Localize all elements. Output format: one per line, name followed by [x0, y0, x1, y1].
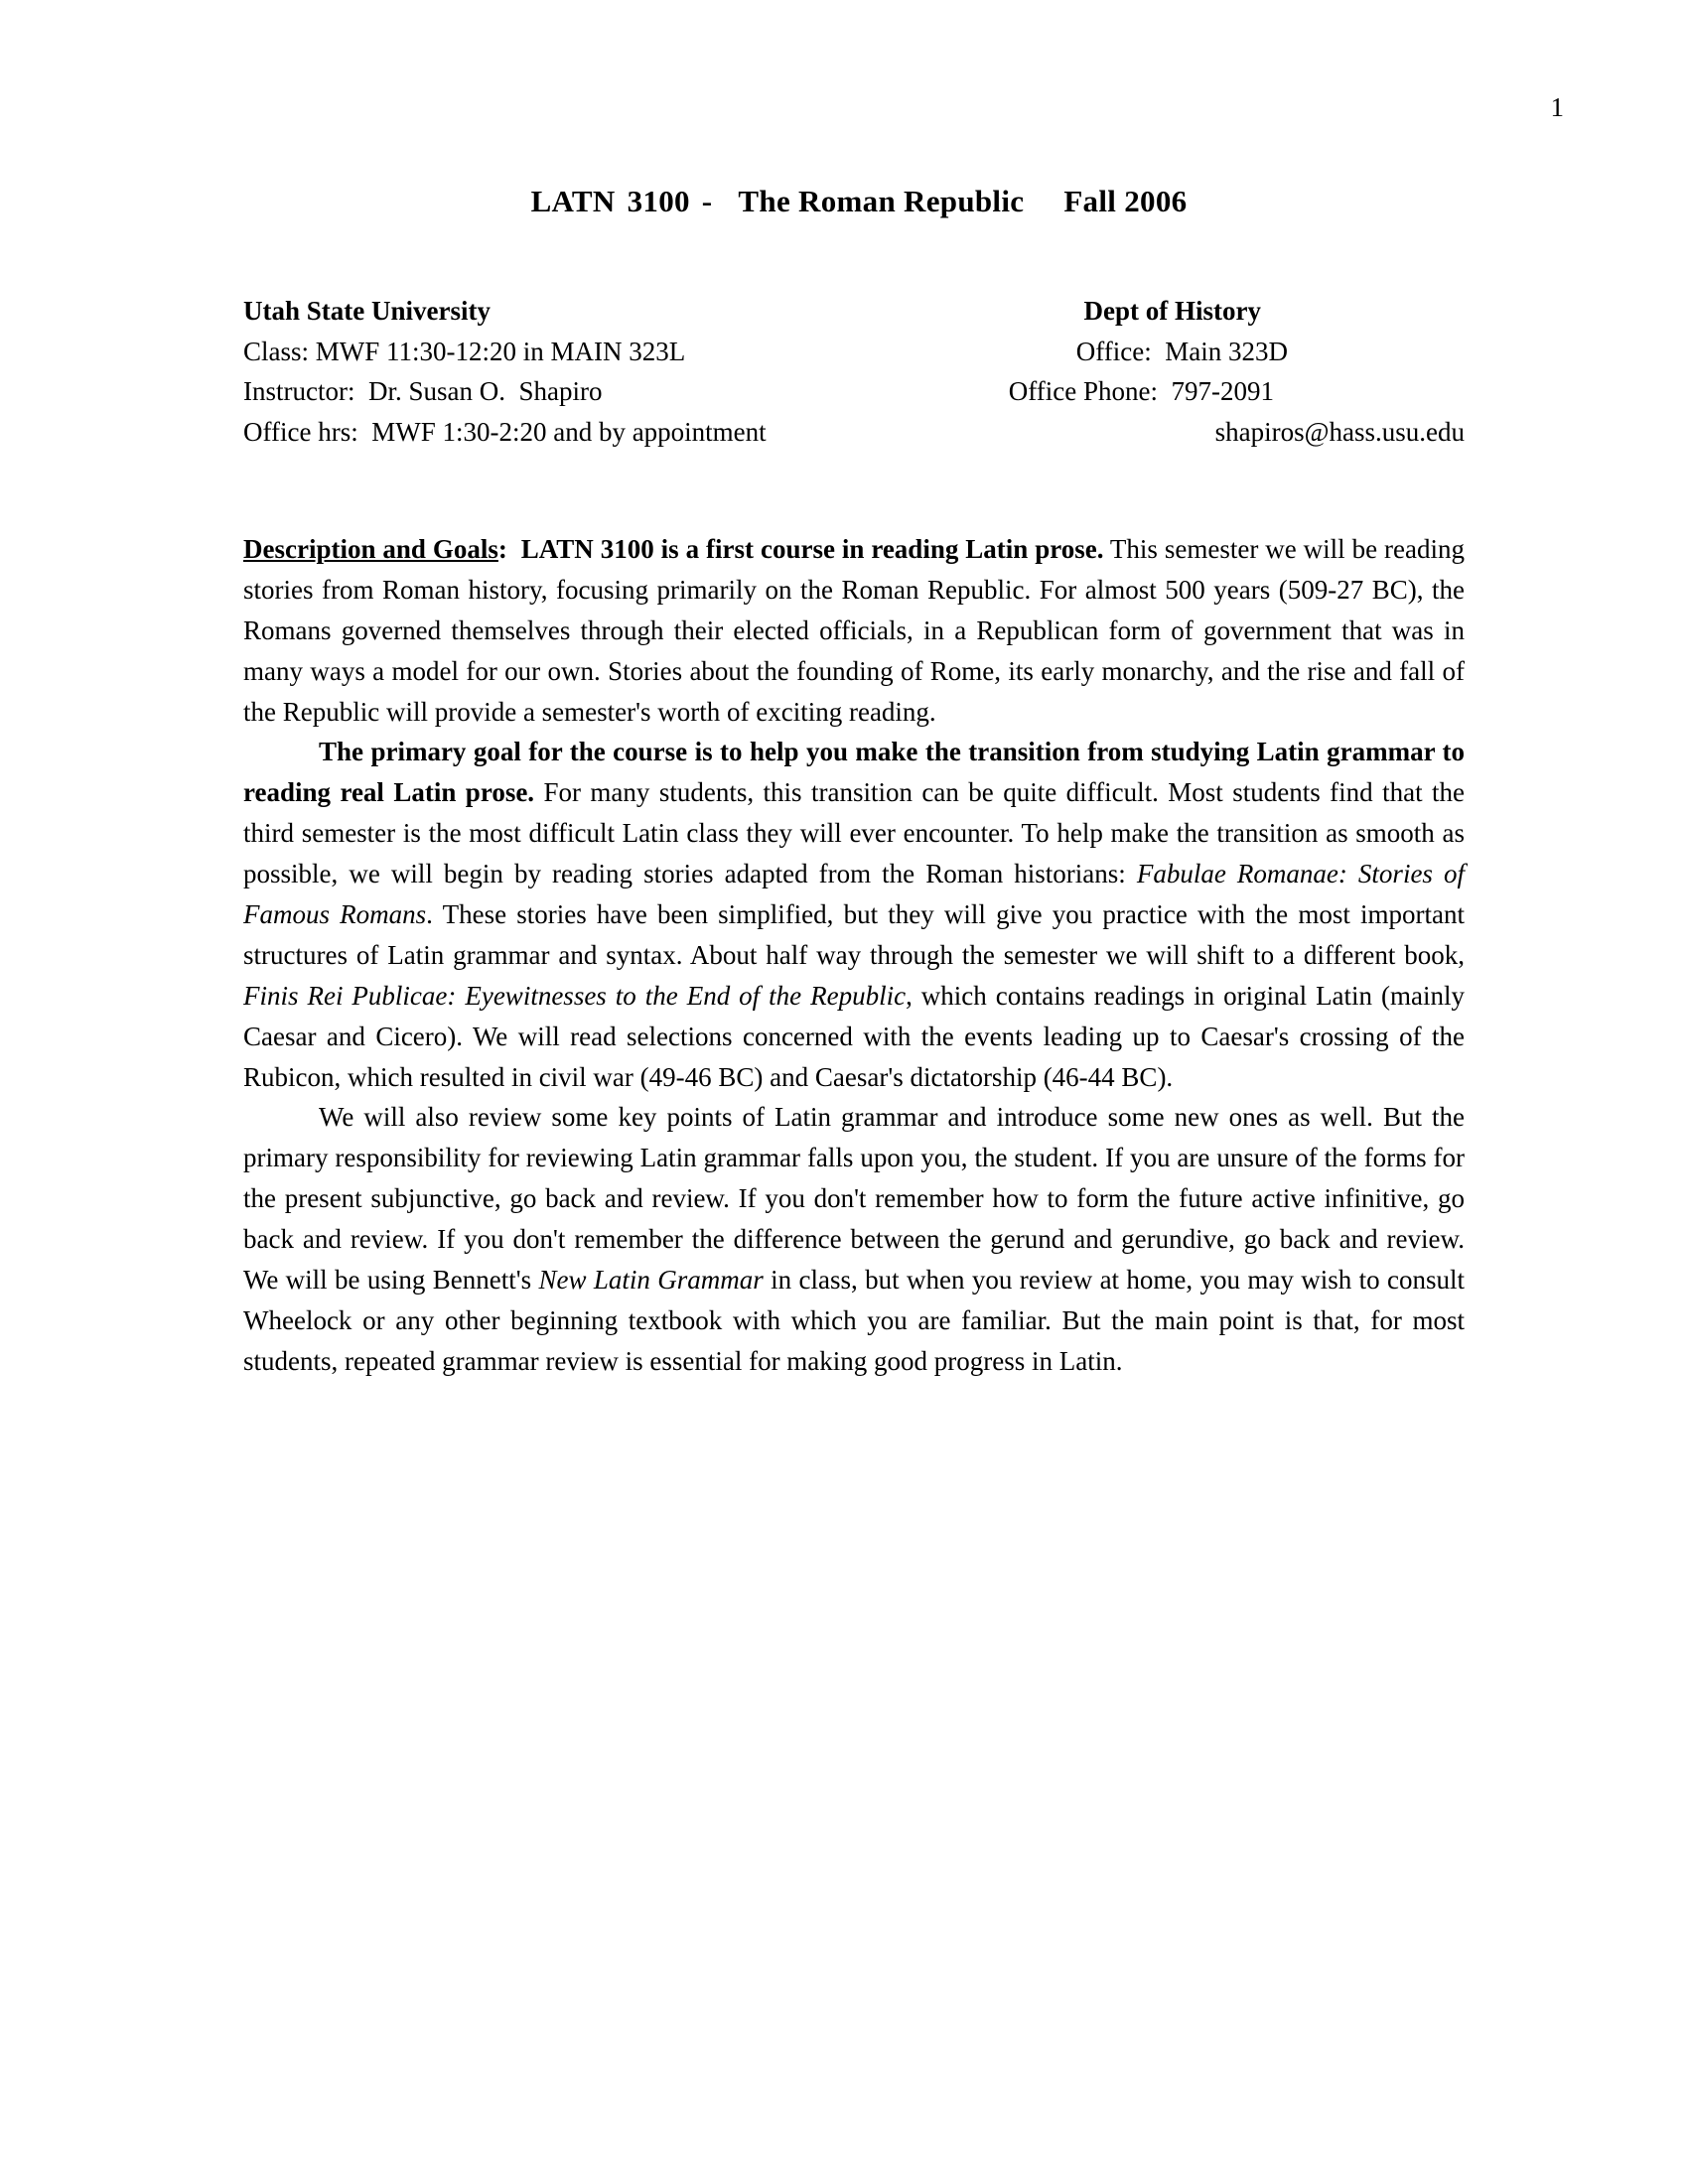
- course-info-block: [243, 291, 1465, 452]
- heading-colon: :: [497, 534, 507, 564]
- info-row-instructor: [243, 371, 1465, 412]
- title-course-number: 3100: [627, 184, 690, 218]
- page-title: [243, 184, 1465, 219]
- office-location: Office: Main 323D: [1075, 336, 1288, 366]
- info-row-office-hours: [243, 412, 1465, 453]
- info-row-institution: [243, 291, 1465, 332]
- paragraph-2-part-a: For many students, this transition can be quite difficult. Most students find that the third semester is the most difficult Latin class they will ever encounter. To help make the transition as smooth as possible, we will begin by reading stories adapted from the Roman historians:: [243, 777, 1465, 889]
- page-number: 1: [1550, 92, 1564, 122]
- paragraph-description-goals: [243, 529, 1465, 732]
- section-heading-description-and-goals: Description and Goals: [243, 534, 498, 564]
- department-name: Dept of History: [1083, 296, 1261, 326]
- office-phone: Office Phone: 797-2091: [1008, 376, 1274, 406]
- paragraph-primary-goal: [243, 732, 1465, 1097]
- class-schedule: Class: MWF 11:30-12:20 in MAIN 323L: [243, 336, 686, 366]
- instructor-email: shapiros@hass.usu.edu: [1214, 416, 1465, 447]
- instructor-name: Instructor: Dr. Susan O. Shapiro: [243, 376, 603, 406]
- title-dash: -: [701, 184, 713, 218]
- paragraph-3-part-a: We will also review some key points of Latin grammar and introduce some new ones as well. But the primary responsibility for reviewing Latin grammar falls upon you, the student. If you are unsure of the forms for the present subjunctive, go back and review. If you don't remember how to form the future active infinitive, go back and review. If you don't remember the difference between the gerund and gerundive, go back and review. We will be using Bennett's: [243, 1102, 1465, 1296]
- paragraph-grammar-review: [243, 1097, 1465, 1381]
- paragraph-2-part-b: . These stories have been simplified, but they will give you practice with the most important structures of Latin grammar and syntax. About half way through the semester we will shift to a different book,: [243, 899, 1466, 970]
- primary-goal-statement: The primary goal for the course is to help you make the transition from studying Latin grammar to reading real Latin prose.: [243, 737, 1465, 808]
- office-hours: Office hrs: MWF 1:30-2:20 and by appointment: [243, 416, 767, 447]
- institution-name: Utah State University: [243, 296, 491, 326]
- paragraph-1-body: This semester we will be reading stories from Roman history, focusing primarily on the Roman Republic. For almost 500 years (509-27 BC), the Romans governed themselves through their elected officials, in a Republican form of government that was in many ways a model for our own. Stories about the founding of Rome, its early monarchy, and the rise and fall of the Republic will provide a semester's worth of exciting reading.: [243, 534, 1466, 727]
- book-title-new-latin-grammar: New Latin Grammar: [538, 1265, 764, 1296]
- title-term: Fall 2006: [1063, 184, 1188, 218]
- book-title-fabulae-romanae: Fabulae Romanae: Stories of Famous Romans: [243, 859, 1465, 930]
- title-course-code: LATN: [530, 184, 616, 218]
- book-title-finis-rei-publicae: Finis Rei Publicae: Eyewitnesses to the End of the Republic: [243, 980, 907, 1011]
- document-content: [243, 184, 1465, 1382]
- info-row-class-meeting: [243, 332, 1465, 372]
- paragraph-3-part-b: in class, but when you review at home, you may wish to consult Wheelock or any other beginning textbook with which you are familiar. But the main point is that, for most students, repeated grammar review is essential for making good progress in Latin.: [243, 1265, 1466, 1376]
- title-course-name: The Roman Republic: [738, 184, 1025, 218]
- description-lead-sentence: LATN 3100 is a first course in reading Latin prose.: [520, 534, 1104, 564]
- paragraph-2-part-c: , which contains readings in original Latin (mainly Caesar and Cicero). We will read selections concerned with the events leading up to Caesar's crossing of the Rubicon, which resulted in civil war (49-46 BC) and Caesar's dictatorship (46-44 BC).: [243, 980, 1465, 1092]
